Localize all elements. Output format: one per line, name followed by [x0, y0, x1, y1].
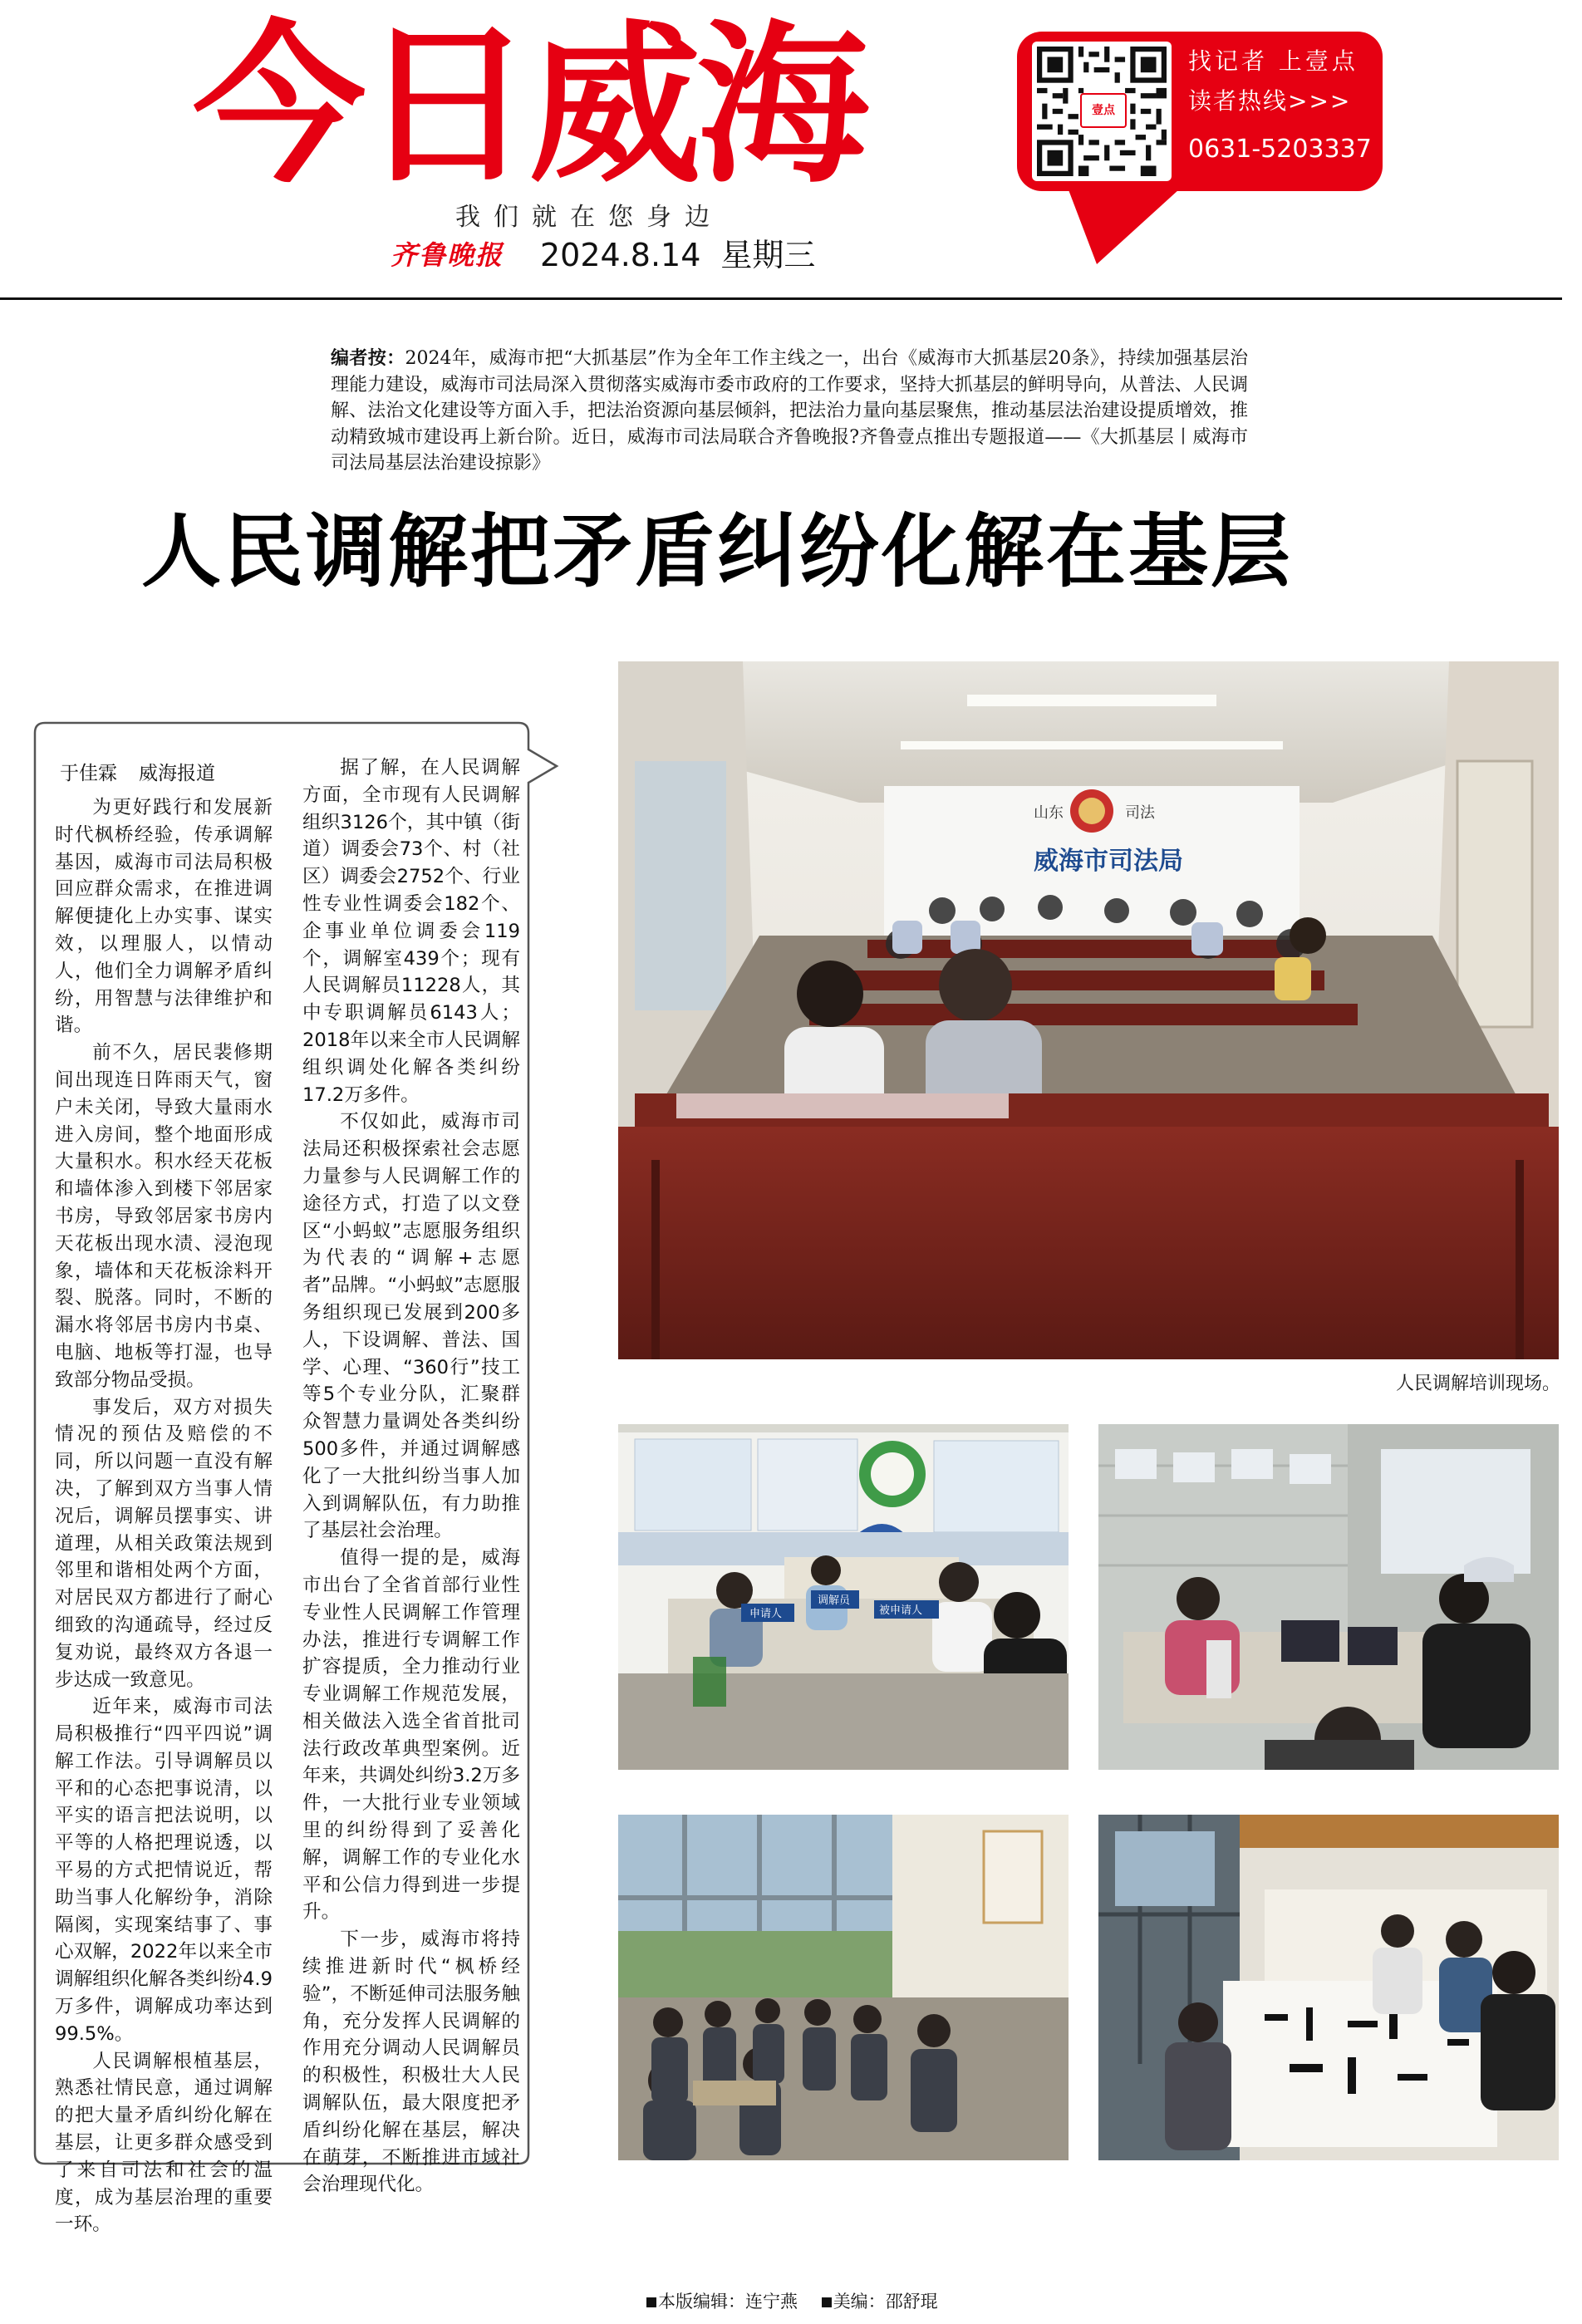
- editor-note: [331, 346, 1248, 477]
- editor-note-text: 2024年，威海市把“大抓基层”作为全年工作主线之一，出台《威海市大抓基层20条》，持续加强基层治理能力建设，威海市司法局深入贯彻落实威海市委市政府的工作要求，坚持大抓基层的鲜明导向，从普法、人民调解、法治文化建设等方面入手，把法治资源向基层倾斜，把法治力量向基层聚焦，推动基层法治建设提质增效，推动精致城市建设再上新台阶。近日，威海市司法局联合齐鲁晚报?齐鲁壹点推出专题报道——《大抓基层丨威海市司法局基层法治建设掠影》: [331, 348, 1248, 474]
- desk-label-applicant: 申请人: [749, 1608, 783, 1620]
- paragraph: 下一步，威海市将持续推进新时代“枫桥经验”，不断延伸司法服务触角，充分发挥人民调解的作用充分调动人民调解员的积极性，积极壮大人民调解队伍，最大限度把矛盾纠纷化解在基层，解决在萌芽，不断推进市域社会治理现代化。: [302, 1928, 520, 2196]
- paper-name-logo: 齐鲁晚报: [391, 239, 504, 271]
- credit-art-label: 美编：: [833, 2292, 886, 2312]
- issue-date: [540, 229, 835, 275]
- photo-calligraphy-session: [1098, 1815, 1559, 2160]
- qr-badge: 壹点: [1080, 93, 1127, 128]
- byline: [60, 758, 237, 785]
- main-photo-training: [618, 661, 1559, 1359]
- meeting-room-photo: [618, 661, 1559, 1359]
- main-photo-caption: 人民调解培训现场。: [1396, 1373, 1561, 1394]
- mediation-room-photo: [618, 1424, 1069, 1770]
- hotline-label: 读者热线>>>: [1188, 87, 1352, 115]
- desk-label-respondent: 被申请人: [879, 1604, 923, 1617]
- group-discussion-photo: [618, 1815, 1069, 2160]
- office-photo: [1098, 1424, 1559, 1770]
- slogan: 我们就在您身边: [455, 203, 723, 232]
- sign-left: 山东: [1034, 804, 1064, 822]
- credit-editor-name: 连宁燕: [745, 2292, 798, 2312]
- find-reporter-text: 找记者 上壹点: [1188, 47, 1358, 75]
- calligraphy-photo: [1098, 1815, 1559, 2160]
- byline-author: 于佳霖: [60, 763, 117, 784]
- paragraph: 近年来，威海市司法局积极推行“四平四说”调解工作法。引导调解员以平和的心态把事说清，以平实的语言把法说明，以平等的人格把理说透，以平易的方式把情说近，帮助当事人化解纷争，消除隔阂，实现案结事了、事心双解，2022年以来全市调解组织化解各类纠纷4.9万多件，调解成功率达到99.5%。: [55, 1696, 273, 2045]
- paragraph: 前不久，居民裴修期间出现连日阵雨天气，窗户未关闭，导致大量雨水进入房间，整个地面形成大量积水。积水经天花板和墙体渗入到楼下邻居家书房，导致邻居家书房内天花板出现水渍、浸泡现象，墙体和天花板涂料开裂、脱落。同时，不断的漏水将邻居书房内书桌、电脑、地板等打湿，也导致部分物品受损。: [55, 1042, 273, 1391]
- sign-org: 威海市司法局: [1034, 847, 1183, 876]
- masthead-divider: [0, 297, 1562, 300]
- credit-art-name: 邵舒琨: [885, 2292, 938, 2312]
- hotline-phone: 0631-5203337: [1188, 135, 1372, 164]
- sign-right: 司法: [1125, 804, 1155, 822]
- photo-office-consultation: [1098, 1424, 1559, 1770]
- paragraph: 不仅如此，威海市司法局还积极探索社会志愿力量参与人民调解工作的途径方式，打造了以文登区“小蚂蚁”志愿服务组织为代表的“调解+志愿者”品牌。“小蚂蚁”志愿服务组织现已发展到200多人，下设调解、普法、国学、心理、“360行”技工等5个专业分队，汇聚群众智慧力量调处各类纠纷500多件，并通过调解感化了一大批纠纷当事人加入到调解队伍，有力助推了基层社会治理。: [302, 1111, 520, 1542]
- credit-editor-label: 本版编辑：: [658, 2292, 745, 2312]
- paragraph: 事发后，双方对损失情况的预估及赔偿的不同，所以问题一直没有解决，了解到双方当事人情况后，调解员摆事实、讲道理，从相关政策法规到邻里和谐相处两个方面，对居民双方都进行了耐心细致的沟通疏导，经过反复劝说，最终双方各退一步达成一致意见。: [55, 1396, 273, 1691]
- paragraph: 为更好践行和发展新时代枫桥经验，传承调解基因，威海市司法局积极回应群众需求，在推进调解便捷化上办实事、谋实效，以理服人，以情动人，他们全力调解矛盾纠纷，用智慧与法律维护和谐。: [55, 797, 273, 1037]
- masthead: [0, 0, 1582, 299]
- desk-label-mediator: 调解员: [818, 1594, 851, 1607]
- editor-note-label: 编者按：: [331, 347, 405, 369]
- date-text: 2024.8.14: [540, 237, 701, 273]
- photo-mediation-room: [618, 1424, 1069, 1770]
- paragraph: 人民调解根植基层，熟悉社情民意，通过调解的把大量矛盾纠纷化解在基层，让更多群众感受到了来自司法和社会的温度，成为基层治理的重要一环。: [55, 2050, 273, 2236]
- newspaper-title: 今日威海: [193, 6, 864, 207]
- paragraph: 据了解，在人民调解方面，全市现有人民调解组织3126个，其中镇（街道）调委会73个、村（社区）调委会2752个、行业性专业性调委会182个、企事业单位调委会119个，调解室439个；现有人民调解员11228人，其中专职调解员6143人；2018年以来全市人民调解组织调处化解各类纠纷17.2万多件。: [302, 757, 520, 1106]
- page-credits: [646, 2288, 956, 2313]
- headline: 人民调解把矛盾纠纷化解在基层: [141, 504, 1293, 598]
- byline-place: 威海报道: [139, 763, 215, 784]
- square-bullet-icon: [646, 2297, 656, 2307]
- credit-editor: [646, 2292, 798, 2312]
- square-bullet-icon: [822, 2297, 832, 2307]
- speech-bubble-tail: [1065, 181, 1188, 264]
- credit-art: [822, 2292, 938, 2312]
- article-column-1: [55, 794, 273, 2238]
- paragraph: 值得一提的是，威海市出台了全省首部行业性专业性人民调解工作管理办法，推进行专调解工作扩容提质，全力推动行业专业调解工作规范发展，相关做法入选全省首批司法行政改革典型案例。近年来，共调处纠纷3.2万多件，一大批行业专业领域里的纠纷得到了妥善化解，调解工作的专业化水平和公信力得到进一步提升。: [302, 1547, 520, 1924]
- article-column-2: [302, 754, 520, 2199]
- photo-group-discussion: [618, 1815, 1069, 2160]
- qr-code[interactable]: [1032, 42, 1172, 181]
- weekday-text: 星期三: [720, 237, 816, 273]
